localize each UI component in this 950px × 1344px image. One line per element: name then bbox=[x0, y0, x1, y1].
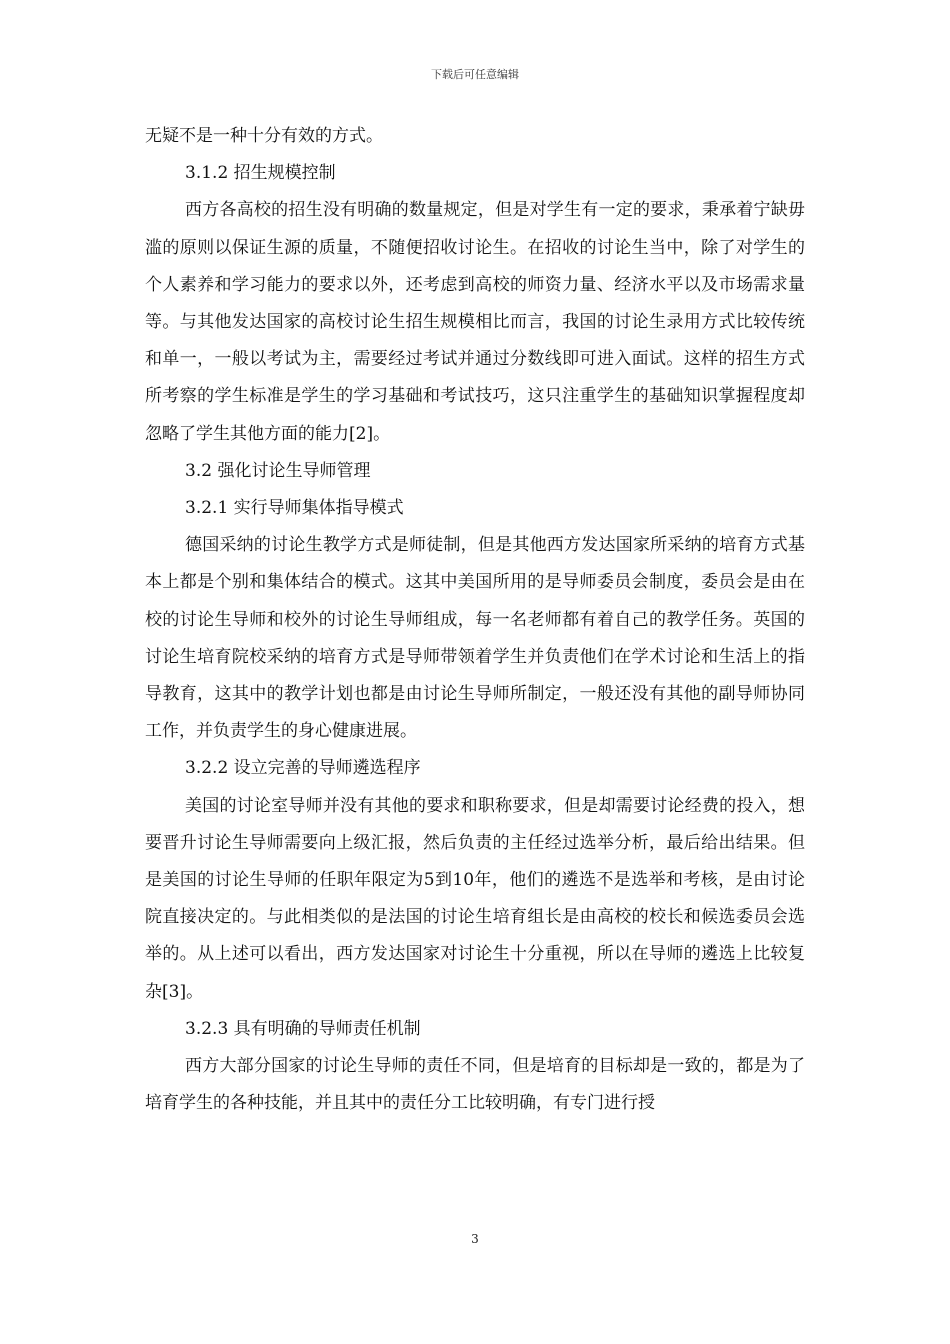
page-header: 下载后可任意编辑 bbox=[431, 68, 519, 81]
page-number: 3 bbox=[471, 1232, 479, 1246]
body-paragraph: 美国的讨论室导师并没有其他的要求和职称要求，但是却需要讨论经费的投入，想要晋升讨论生导师需要向上级汇报，然后负责的主任经过选举分析，最后给出结果。但是美国的讨论生导师的任职年限定为5到10年，他们的遴选不是选举和考核，是由讨论院直接决定的。与此相类似的是法国的讨论生培育组长是由高校的校长和候选委员会选举的。从上述可以看出，西方发达国家对讨论生十分重视，所以在导师的遴选上比较复杂[3]。 bbox=[145, 795, 805, 1002]
section-heading: 3.2.1 实行导师集体指导模式 bbox=[185, 498, 404, 519]
section-heading: 3.2.3 具有明确的导师责任机制 bbox=[185, 1018, 421, 1039]
section-heading: 3.2 强化讨论生导师管理 bbox=[185, 460, 371, 481]
body-paragraph: 无疑不是一种十分有效的方式。 bbox=[145, 126, 383, 146]
section-heading: 3.2.2 设立完善的导师遴选程序 bbox=[185, 758, 421, 779]
section-heading: 3.1.2 招生规模控制 bbox=[185, 163, 336, 184]
body-paragraph: 西方各高校的招生没有明确的数量规定，但是对学生有一定的要求，秉承着宁缺毋滥的原则以保证生源的质量，不随便招收讨论生。在招收的讨论生当中，除了对学生的个人素养和学习能力的要求以外，还考虑到高校的师资力量、经济水平以及市场需求量等。与其他发达国家的高校讨论生招生规模相比而言，我国的讨论生录用方式比较传统和单一，一般以考试为主，需要经过考试并通过分数线即可进入面试。这样的招生方式所考察的学生标准是学生的学习基础和考试技巧，这只注重学生的基础知识掌握程度却忽略了学生其他方面的能力[2]。 bbox=[145, 200, 805, 444]
body-paragraph: 德国采纳的讨论生教学方式是师徒制，但是其他西方发达国家所采纳的培育方式基本上都是个别和集体结合的模式。这其中美国所用的是导师委员会制度，委员会是由在校的讨论生导师和校外的讨论生导师组成，每一名老师都有着自己的教学任务。英国的讨论生培育院校采纳的培育方式是导师带领着学生并负责他们在学术讨论和生活上的指导教育，这其中的教学计划也都是由讨论生导师所制定，一般还没有其他的副导师协同工作，并负责学生的身心健康进展。 bbox=[145, 535, 805, 742]
body-paragraph: 西方大部分国家的讨论生导师的责任不同，但是培育的目标却是一致的，都是为了培育学生的各种技能，并且其中的责任分工比较明确，有专门进行授 bbox=[145, 1056, 805, 1114]
document-body bbox=[145, 118, 805, 1122]
